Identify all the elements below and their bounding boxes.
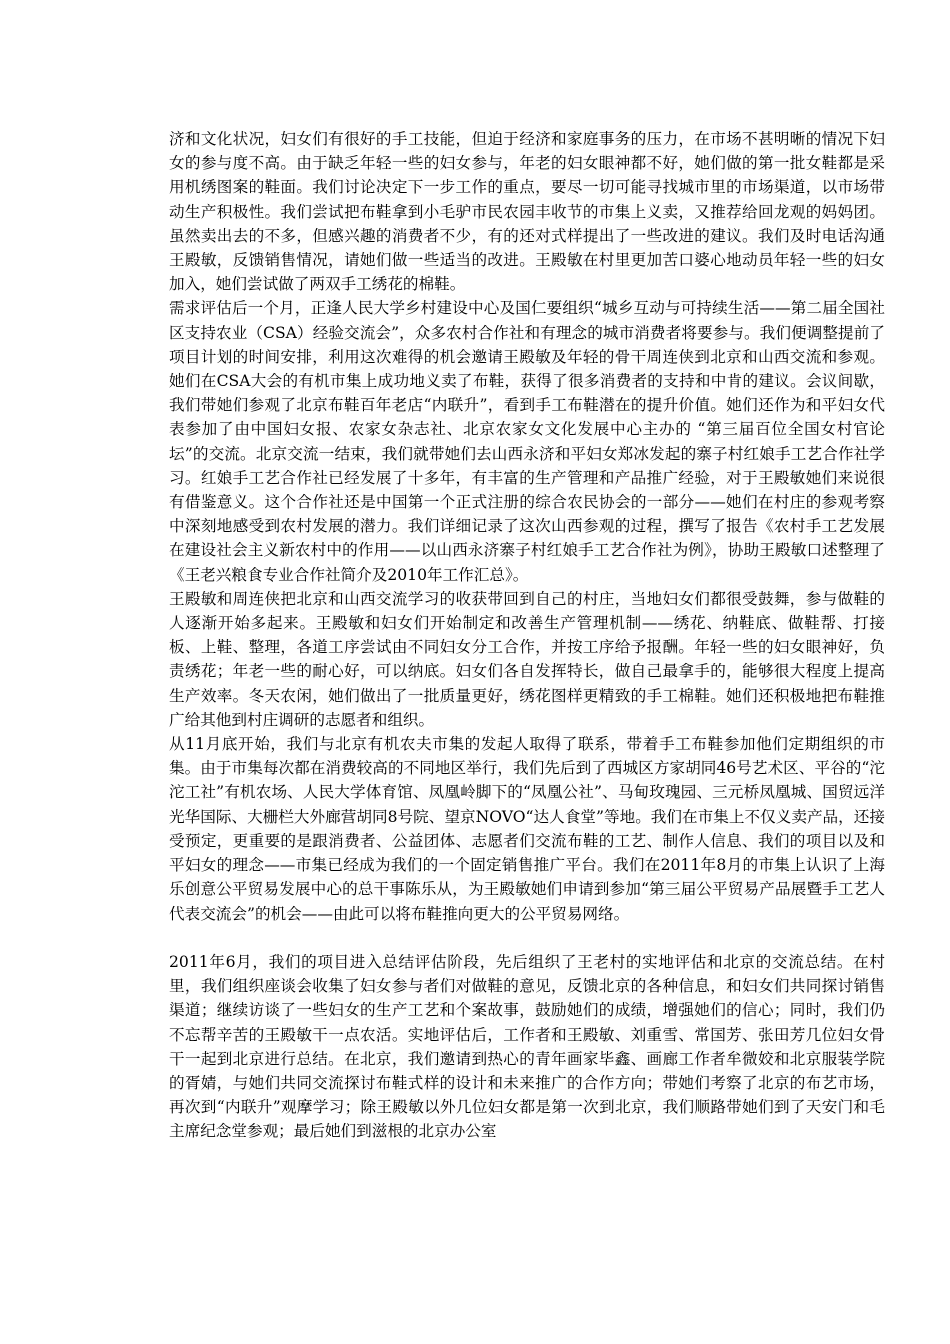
paragraph-4: 从11月底开始，我们与北京有机农夫市集的发起人取得了联系，带着手工布鞋参加他们定期组织的市集。由于市集每次都在消费较高的不同地区举行，我们先后到了西城区方家胡同46号艺术区、平谷的“沱沱工社”有机农场、人民大学体育馆、凤凰岭脚下的“凤凰公社”、马甸玫瑰园、三元桥凤凰城、国贸远洋光华国际、大栅栏大外廊营胡同8号院、望京NOVO“达人食堂”等地。我们在市集上不仅义卖产品，还接受预定，更重要的是跟消费者、公益团体、志愿者们交流布鞋的工艺、制作人信息、我们的项目以及和平妇女的理念——市集已经成为我们的一个固定销售推广平台。我们在2011年8月的市集上认识了上海乐创意公平贸易发展中心的总干事陈乐从，为王殿敏她们申请到参加“第三届公平贸易产品展暨手工艺人代表交流会”的机会——由此可以将布鞋推向更大的公平贸易网络。 [169, 735, 885, 923]
paragraph-3: 王殿敏和周连侠把北京和山西交流学习的收获带回到自己的村庄，当地妇女们都很受鼓舞，参与做鞋的人逐渐开始多起来。王殿敏和妇女们开始制定和改善生产管理机制——绣花、纳鞋底、做鞋帮、打接板、上鞋、整理，各道工序尝试由不同妇女分工合作，并按工序给予报酬。年轻一些的妇女眼神好，负责绣花；年老一些的耐心好，可以纳底。妇女们各自发挥特长，做自己最拿手的，能够很大程度上提高生产效率。冬天农闲，她们做出了一批质量更好，绣花图样更精致的手工棉鞋。她们还积极地把布鞋推广给其他到村庄调研的志愿者和组织。 [169, 589, 885, 729]
paragraph-1: 济和文化状况，妇女们有很好的手工技能，但迫于经济和家庭事务的压力，在市场不甚明晰的情况下妇女的参与度不高。由于缺乏年轻一些的妇女参与，年老的妇女眼神都不好，她们做的第一批女鞋都是采用机绣图案的鞋面。我们讨论决定下一步工作的重点，要尽一切可能寻找城市里的市场渠道，以市场带动生产积极性。我们尝试把布鞋拿到小毛驴市民农园丰收节的市集上义卖，又推荐给回龙观的妈妈团。虽然卖出去的不多，但感兴趣的消费者不少，有的还对式样提出了一些改进的建议。我们及时电话沟通王殿敏，反馈销售情况，请她们做一些适当的改进。王殿敏在村里更加苦口婆心地动员年轻一些的妇女加入，她们尝试做了两双手工绣花的棉鞋。 [169, 130, 885, 294]
paragraph-2: 需求评估后一个月，正逢人民大学乡村建设中心及国仁要组织“城乡互动与可持续生活——第二届全国社区支持农业（CSA）经验交流会”，众多农村合作社和有理念的城市消费者将要参与。我们便调整提前了项目计划的时间安排，利用这次难得的机会邀请王殿敏及年轻的骨干周连侠到北京和山西交流和参观。她们在CSA大会的有机市集上成功地义卖了布鞋，获得了很多消费者的支持和中肯的建议。会议间歇，我们带她们参观了北京布鞋百年老店“内联升”，看到手工布鞋潜在的提升价值。她们还作为和平妇女代表参加了由中国妇女报、农家女杂志社、北京农家女文化发展中心主办的 “第三届百位全国女村官论坛”的交流。北京交流一结束，我们就带她们去山西永济和平妇女郑冰发起的寨子村红娘手工艺合作社学习。红娘手工艺合作社已经发展了十多年，有丰富的生产管理和产品推广经验，对于王殿敏她们来说很有借鉴意义。这个合作社还是中国第一个正式注册的综合农民协会的一部分——她们在村庄的参观考察中深刻地感受到农村发展的潜力。我们详细记录了这次山西参观的过程，撰写了报告《农村手工艺发展在建设社会主义新农村中的作用——以山西永济寨子村红娘手工艺合作社为例》，协助王殿敏口述整理了《王老兴粮食专业合作社简介及2010年工作汇总》。 [169, 299, 885, 584]
paragraph-5: 2011年6月，我们的项目进入总结评估阶段，先后组织了王老村的实地评估和北京的交流总结。在村里，我们组织座谈会收集了妇女参与者们对做鞋的意见，反馈北京的各种信息，和妇女们共同探讨销售渠道；继续访谈了一些妇女的生产工艺和个案故事，鼓励她们的成绩，增强她们的信心；同时，我们仍不忘帮辛苦的王殿敏干一点农活。实地评估后，工作者和王殿敏、刘重雪、常国芳、张田芳几位妇女骨干一起到北京进行总结。在北京，我们邀请到热心的青年画家毕鑫、画廊工作者牟微姣和北京服装学院的胥婧，与她们共同交流探讨布鞋式样的设计和未来推广的合作方向；带她们考察了北京的布艺市场，再次到“内联升”观摩学习；除王殿敏以外几位妇女都是第一次到北京，我们顺路带她们到了天安门和毛主席纪念堂参观；最后她们到滋根的北京办公室 [169, 952, 885, 1141]
paragraph-spacer [169, 926, 885, 950]
document-body [169, 127, 885, 1144]
